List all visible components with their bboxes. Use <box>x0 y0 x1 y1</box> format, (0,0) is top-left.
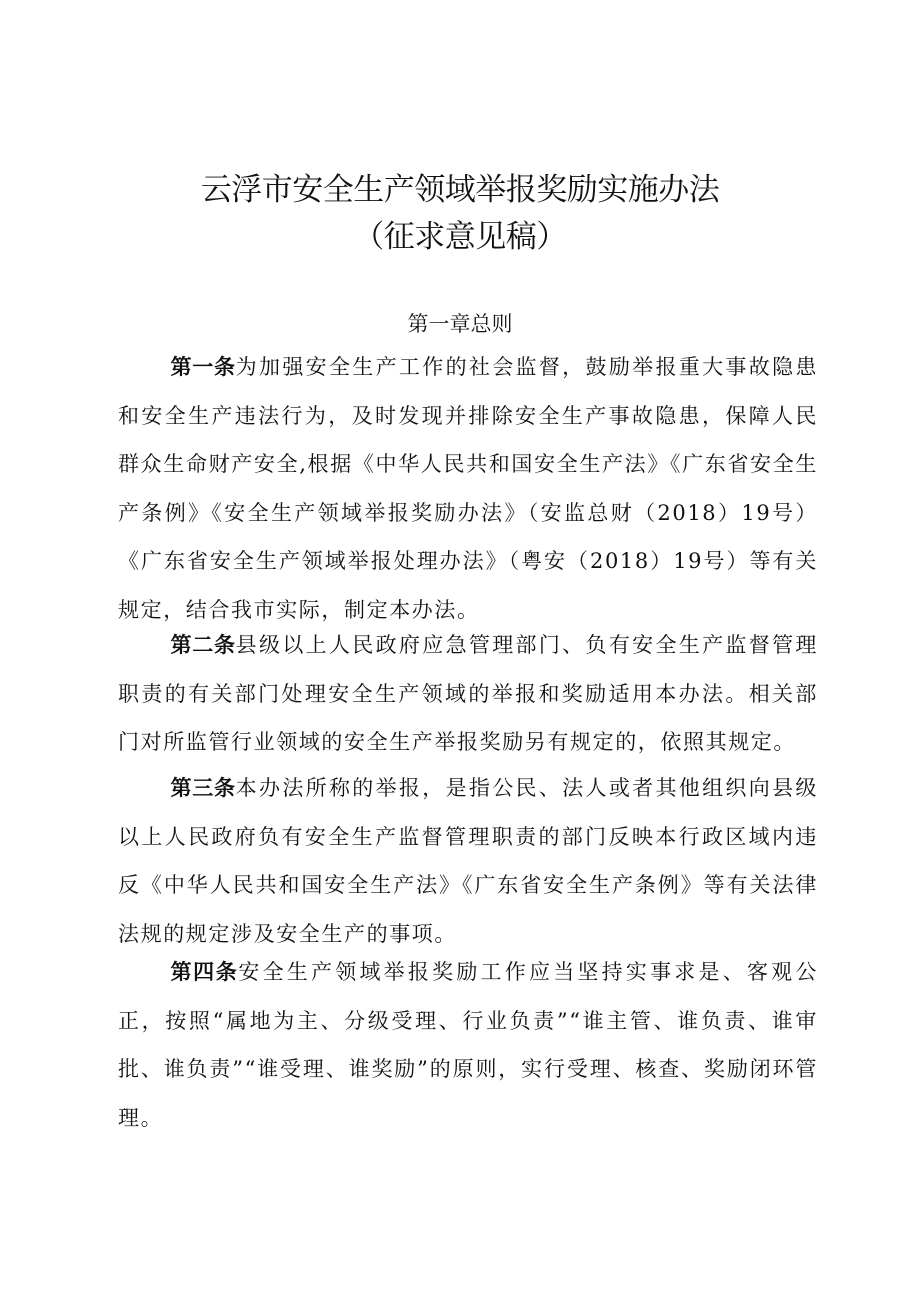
article-text: 安全生产领域举报奖励工作应当坚持实事求是、客观公正，按照“属地为主、分级受理、行业负责”“谁主管、谁负责、谁审批、谁负责”“谁受理、谁奖励”的原则，实行受理、核查、奖励闭环管理。 <box>118 960 818 1130</box>
article-paragraph <box>118 764 818 958</box>
article-label: 第二条 <box>170 633 236 657</box>
article-paragraph <box>118 948 818 1142</box>
article-paragraph <box>118 343 818 634</box>
article-text: 为加强安全生产工作的社会监督，鼓励举报重大事故隐患和安全生产违法行为，及时发现并排除安全生产事故隐患，保障人民群众生命财产安全,根据《中华人民共和国安全生产法》《广东省安全生产条例》《安全生产领域举报奖励办法》（安监总财（2018）19号）《广东省安全生产领域举报处理办法》（粤安（2018）19号）等有关规定，结合我市实际，制定本办法。 <box>118 355 819 622</box>
document-subtitle: （征求意见稿） <box>353 219 567 255</box>
document-title: 云浮市安全生产领域举报奖励实施办法 <box>200 172 720 208</box>
article-text: 县级以上人民政府应急管理部门、负有安全生产监督管理职责的有关部门处理安全生产领域的举报和奖励适用本办法。相关部门对所监管行业领域的安全生产举报奖励另有规定的，依照其规定。 <box>118 633 819 754</box>
article-text: 本办法所称的举报，是指公民、法人或者其他组织向县级以上人民政府负有安全生产监督管理职责的部门反映本行政区域内违反《中华人民共和国安全生产法》《广东省安全生产条例》等有关法律法规的规定涉及安全生产的事项。 <box>118 776 819 946</box>
chapter-heading: 第一章总则 <box>407 312 513 336</box>
article-paragraph <box>118 621 818 767</box>
article-label: 第四条 <box>170 960 239 984</box>
article-label: 第三条 <box>170 776 236 800</box>
article-label: 第一条 <box>170 355 236 379</box>
